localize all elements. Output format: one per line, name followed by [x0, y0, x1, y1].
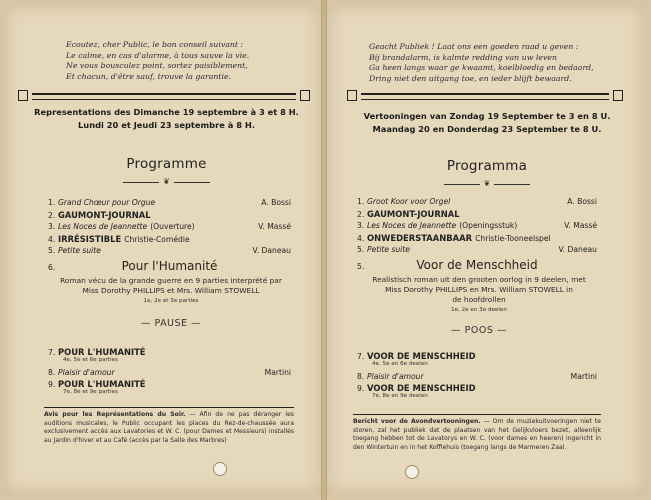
right-interval: — POOS —	[451, 325, 507, 336]
item-number: 7.	[48, 348, 56, 357]
item-number: 1.	[357, 197, 365, 206]
program-item	[48, 367, 291, 379]
item-title: Petite suite	[367, 245, 410, 254]
left-notice-rule	[44, 407, 294, 408]
item-author: A. Bossi	[567, 197, 597, 206]
description-line: de hoofdrollen	[452, 295, 506, 304]
right-program-title: Programma	[446, 158, 528, 174]
left-notice	[44, 411, 294, 445]
item-author: V. Daneau	[252, 246, 291, 255]
program-item	[357, 220, 597, 232]
right-program-list-2	[357, 352, 597, 399]
left-feature-parts: 1e, 2e et 3e parties	[143, 298, 199, 304]
right-program-list	[357, 196, 597, 256]
dates-line: Maandag 20 en Donderdag 23 September te 8 U.	[372, 124, 602, 134]
item-number: 3.	[48, 222, 56, 231]
item-subtitle: (Openingsstuk)	[459, 221, 518, 230]
program-item	[48, 209, 291, 221]
advice-line: Geacht Publiek ! Laat ons een goeden raad u geven :	[369, 42, 579, 51]
right-page	[327, 4, 645, 494]
program-item	[48, 221, 291, 233]
program-item	[48, 379, 291, 389]
punch-hole	[405, 465, 419, 479]
item-title: VOOR DE MENSCHHEID	[367, 351, 476, 361]
program-item	[357, 196, 597, 208]
item-parts: 7e, 8e et 9e parties	[63, 389, 118, 395]
right-dates	[337, 110, 637, 136]
item-parts: 4e, 5e en 6e deelen	[372, 361, 428, 367]
left-ornament: ❦	[84, 177, 249, 186]
program-item	[357, 208, 597, 220]
item-number: 9.	[357, 384, 365, 393]
feature-number: 6.	[48, 263, 56, 272]
item-number: 2.	[357, 210, 365, 219]
item-title: VOOR DE MENSCHHEID	[367, 383, 476, 393]
feature-number: 5.	[357, 262, 365, 271]
program-item	[357, 244, 597, 256]
item-number: 5.	[357, 245, 365, 254]
left-program-list	[48, 197, 291, 257]
item-number: 9.	[48, 380, 56, 389]
item-title: POUR L'HUMANITÉ	[58, 379, 146, 389]
item-number: 7.	[357, 352, 365, 361]
item-author: V. Daneau	[558, 245, 597, 254]
punch-hole	[213, 462, 227, 476]
item-title: Les Noces de Jeannette	[367, 221, 457, 230]
advice-line: Bij brandalarm, is kalmte redding van uw leven	[369, 52, 558, 62]
item-parts: 7e, 8e en 9e deelen	[372, 393, 428, 399]
item-number: 8.	[48, 368, 56, 377]
right-feature	[357, 258, 597, 272]
right-advice-poem	[369, 42, 609, 84]
item-number: 5.	[48, 246, 56, 255]
item-parts: 4e, 5e et 6e parties	[63, 357, 118, 363]
item-author: A. Bossi	[261, 198, 291, 207]
dates-line: Vertooningen van Zondag 19 September te 3 en 8 U.	[363, 111, 611, 121]
item-title: Groot Koor voor Orgel	[367, 197, 451, 206]
item-number: 1.	[48, 198, 56, 207]
item-title: ONWEDERSTAANBAAR	[367, 233, 473, 243]
left-feature	[48, 259, 291, 273]
description-line: Roman vécu de la grande guerre en 9 parties interprété par	[60, 276, 282, 285]
item-title: Plaisir d'amour	[58, 368, 115, 377]
notice-title: Avis pour les Représentations du Soir.	[44, 411, 186, 418]
program-item	[357, 352, 597, 361]
right-notice	[353, 418, 601, 452]
notice-title: Bericht voor de Avondvertooningen.	[353, 418, 481, 425]
item-title: Grand Chœur pour Orgue	[58, 198, 156, 207]
advice-line: Ga heen langs waar ge kwaamt, koelbloedig en bedaard,	[369, 63, 594, 72]
advice-line: Dring niet den uitgang toe, en ieder blijft bewaard.	[369, 73, 572, 83]
item-author: V. Massé	[258, 222, 291, 231]
description-line: Realistisch roman uit den grooten oorlog in 9 deelen, met	[372, 275, 586, 284]
notice-text: — Om de muziekuitvoeringen niet te storen, zal het publiek dat de plaatsen van het Gelijkvloers bezet, alleenlijk toegang hebben tot de Lavatorys en W. C. (voor dames en heeren) ingericht in den Wintertuin en in het Koffiehuis (toegang langs de Marmeren Zaal.	[353, 418, 601, 451]
item-subtitle: Christie-Comédie	[124, 235, 190, 244]
item-title: IRRÉSISTIBLE	[58, 234, 122, 244]
program-item	[48, 233, 291, 245]
item-author: V. Massé	[564, 221, 597, 230]
feature-title: Pour l'Humanité	[121, 259, 218, 273]
program-item	[48, 197, 291, 209]
left-decorative-rule	[18, 92, 310, 98]
right-feature-parts: 1e, 2e en 3e deelen	[451, 307, 507, 313]
item-title: Les Noces de Jeannette	[58, 222, 148, 231]
item-author: Martini	[264, 368, 291, 377]
right-notice-rule	[353, 414, 601, 415]
program-item	[357, 232, 597, 244]
right-decorative-rule	[347, 92, 623, 98]
item-number: 4.	[48, 235, 56, 244]
notice-text: — Afin de ne pas déranger les auditions musicales, le Public occupant les places du Rez-de-chaussée aura exclusivement accès aux Lavatories et W. C. (pour Dames et Messieurs) installés au Jardin d'hiver et au Café (accès par la Salle des Marbres)	[44, 411, 294, 444]
left-feature-description	[48, 276, 294, 296]
program-item	[357, 371, 597, 383]
program-item	[48, 245, 291, 257]
left-page	[4, 4, 321, 494]
item-title: POUR L'HUMANITÉ	[58, 347, 146, 357]
program-item	[48, 348, 291, 357]
item-number: 8.	[357, 372, 365, 381]
dates-line: Lundi 20 et Jeudi 23 septembre à 8 H.	[78, 120, 255, 130]
item-title: GAUMONT-JOURNAL	[367, 209, 460, 219]
description-line: Miss Dorothy PHILLIPS et Mrs. William STOWELL	[82, 286, 260, 295]
left-dates	[24, 106, 309, 132]
item-title: Petite suite	[58, 246, 101, 255]
left-interval: — PAUSE —	[140, 318, 202, 329]
program-item	[357, 383, 597, 393]
item-number: 2.	[48, 211, 56, 220]
item-author: Martini	[570, 372, 597, 381]
left-program-list-2	[48, 348, 291, 395]
dates-line: Representations des Dimanche 19 septembre à 3 et 8 H.	[34, 107, 299, 117]
left-advice-poem	[66, 40, 266, 82]
advice-line: Et chacun, d'être sauf, trouve la garantie.	[66, 71, 232, 81]
right-feature-description	[355, 275, 603, 305]
feature-title: Voor de Menschheid	[416, 258, 538, 272]
item-title: GAUMONT-JOURNAL	[58, 210, 151, 220]
advice-line: Le calme, en cas d'alarme, à tous sauve la vie.	[66, 50, 250, 60]
item-number: 3.	[357, 221, 365, 230]
advice-line: Ne vous bousculez point, sortez paisiblement,	[66, 61, 248, 70]
item-subtitle: Christie-Tooneelspel	[475, 234, 551, 243]
advice-line: Ecoutez, cher Public, le bon conseil suivant :	[66, 40, 244, 49]
item-number: 4.	[357, 234, 365, 243]
description-line: Miss Dorothy PHILLIPS en Mrs. William STOWELL in	[385, 285, 573, 294]
right-ornament: ❦	[407, 179, 567, 188]
left-program-title: Programme	[126, 156, 207, 172]
item-subtitle: (Ouverture)	[150, 222, 195, 231]
item-title: Plaisir d'amour	[367, 372, 424, 381]
